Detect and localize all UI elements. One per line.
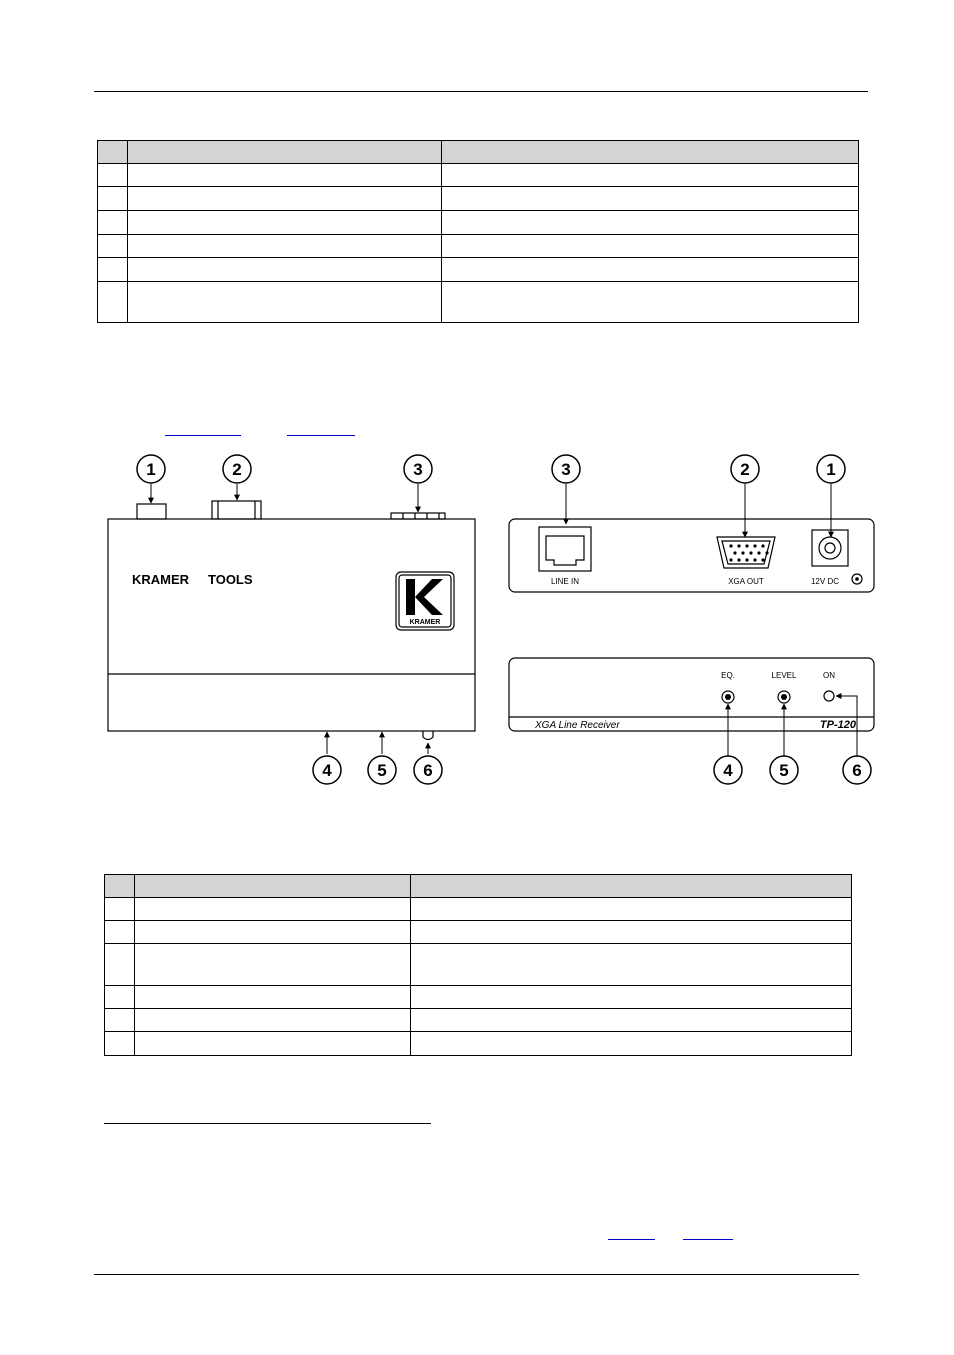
hd15-pins [729,544,858,580]
table-row [105,1032,852,1056]
callout-number: 6 [423,761,433,780]
knob-label-level: LEVEL [771,671,797,680]
table-row [105,986,852,1009]
callout-number: 1 [146,460,156,479]
brand-kramer: KRAMER [132,572,190,587]
eq-knob [725,694,731,700]
port-label-power: 12V DC [810,577,840,586]
port-label-line-in: LINE IN [550,577,580,586]
kramer-logo-mark [406,579,443,615]
logo-text: KRAMER [409,619,441,626]
level-knob [781,694,787,700]
table-row [105,944,852,986]
knob-label-eq: EQ. [721,671,735,680]
model-name: TP-120 [819,719,856,731]
brand-tools: TOOLS [208,572,253,587]
table-row [105,1009,852,1032]
callout-number: 3 [413,460,423,479]
callout-number: 5 [779,761,789,780]
callout-markers [137,455,871,784]
callout-number: 2 [740,460,750,479]
callout-number: 2 [232,460,242,479]
callout-number: 4 [723,761,733,780]
table-header-row [105,875,852,898]
bottom-spec-table [104,874,852,1056]
callout-number: 4 [322,761,332,780]
callout-number: 1 [826,460,836,479]
callout-number: 6 [852,761,862,780]
table-row [105,921,852,944]
product-name: XGA Line Receiver [535,720,620,731]
port-label-xga-out: XGA OUT [728,577,764,586]
callout-number: 3 [561,460,571,479]
table-row [105,898,852,921]
callout-number: 5 [377,761,387,780]
led-label-on: ON [823,671,835,680]
